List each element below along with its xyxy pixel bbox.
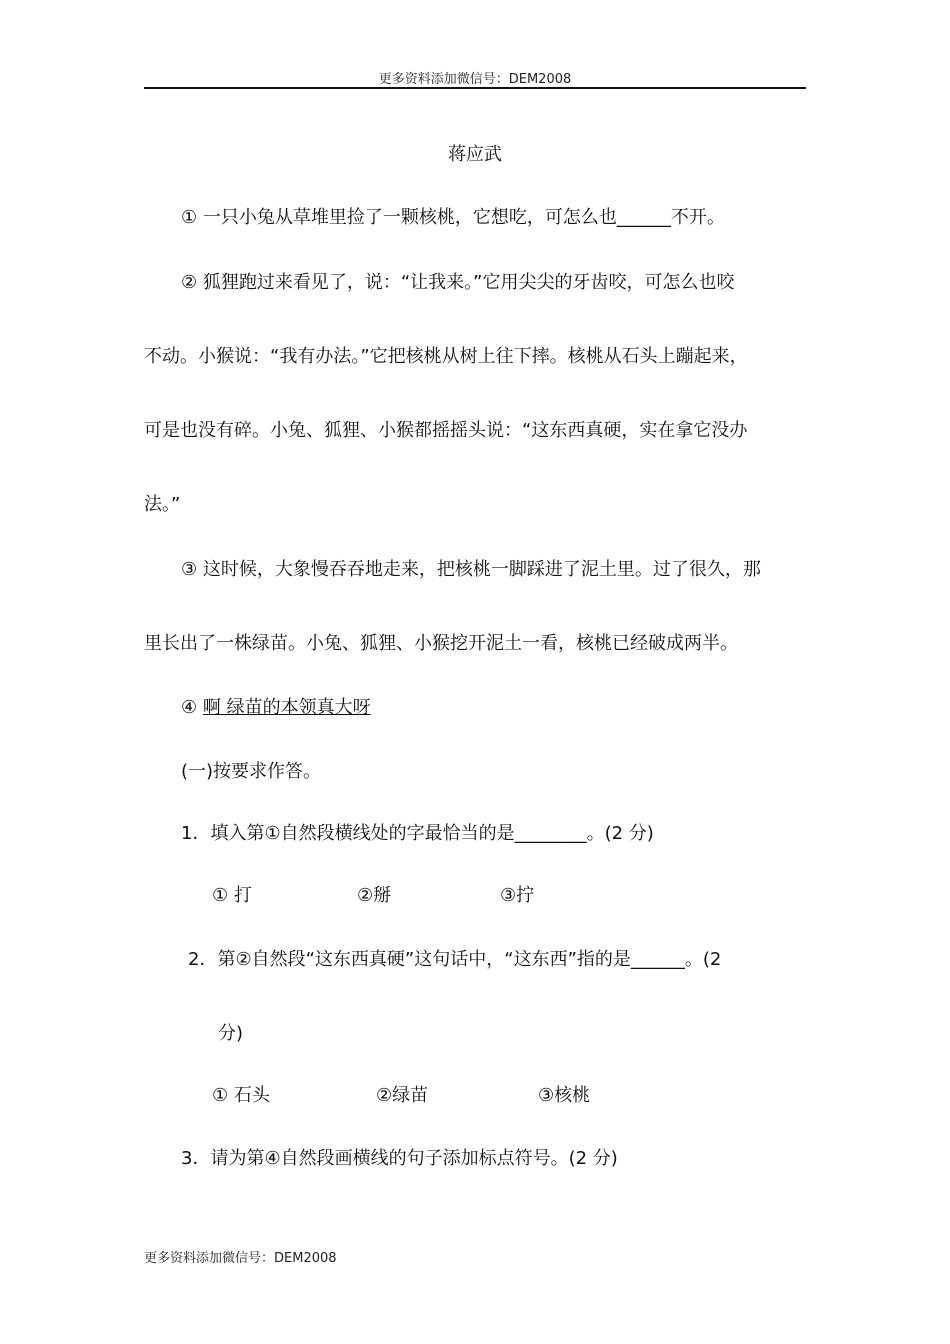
paragraph-4 xyxy=(181,693,371,719)
page-footer: 更多资料添加微信号：DEM2008 xyxy=(144,1251,337,1266)
section-heading: (一)按要求作答。 xyxy=(181,761,322,782)
q1-option-2: ②掰 xyxy=(357,885,392,906)
q1-option-3: ③拧 xyxy=(500,885,535,906)
q1-option-1: ① 打 xyxy=(212,885,252,906)
question-3: 3．请为第④自然段画横线的句子添加标点符号。(2 分) xyxy=(181,1148,618,1169)
question-2-line-1: 2．第②自然段“这东西真硬”这句话中，“这东西”指的是______。(2 xyxy=(188,949,722,970)
paragraph-2-line-3: 可是也没有碎。小兔、狐狸、小猴都摇摇头说：“这东西真硬，实在拿它没办 xyxy=(144,420,748,441)
paragraph-1: ① 一只小兔从草堆里捡了一颗核桃，它想吃，可怎么也______不开。 xyxy=(181,207,725,228)
page-header: 更多资料添加微信号：DEM2008 xyxy=(378,72,572,87)
q2-option-1: ① 石头 xyxy=(212,1085,270,1106)
header-divider xyxy=(144,87,806,89)
question-2-line-2: 分) xyxy=(218,1023,244,1044)
author-name: 蒋应武 xyxy=(448,144,502,165)
paragraph-4-number: ④ xyxy=(181,697,203,718)
paragraph-2-line-4: 法。” xyxy=(144,494,181,515)
q2-option-2: ②绿苗 xyxy=(376,1085,429,1106)
paragraph-3-line-2: 里长出了一株绿苗。小兔、狐狸、小猴挖开泥土一看，核桃已经破成两半。 xyxy=(144,633,738,654)
question-1: 1．填入第①自然段横线处的字最恰当的是________。(2 分) xyxy=(181,823,654,844)
q2-option-3: ③核桃 xyxy=(538,1085,591,1106)
underlined-sentence: 啊 绿苗的本领真大呀 xyxy=(202,697,371,718)
paragraph-2-line-1: ② 狐狸跑过来看见了，说：“让我来。”它用尖尖的牙齿咬，可怎么也咬 xyxy=(181,272,735,293)
paragraph-2-line-2: 不动。小猴说：“我有办法。”它把核桃从树上往下摔。核桃从石头上蹦起来， xyxy=(144,346,748,367)
paragraph-3-line-1: ③ 这时候，大象慢吞吞地走来，把核桃一脚踩进了泥土里。过了很久，那 xyxy=(181,559,761,580)
